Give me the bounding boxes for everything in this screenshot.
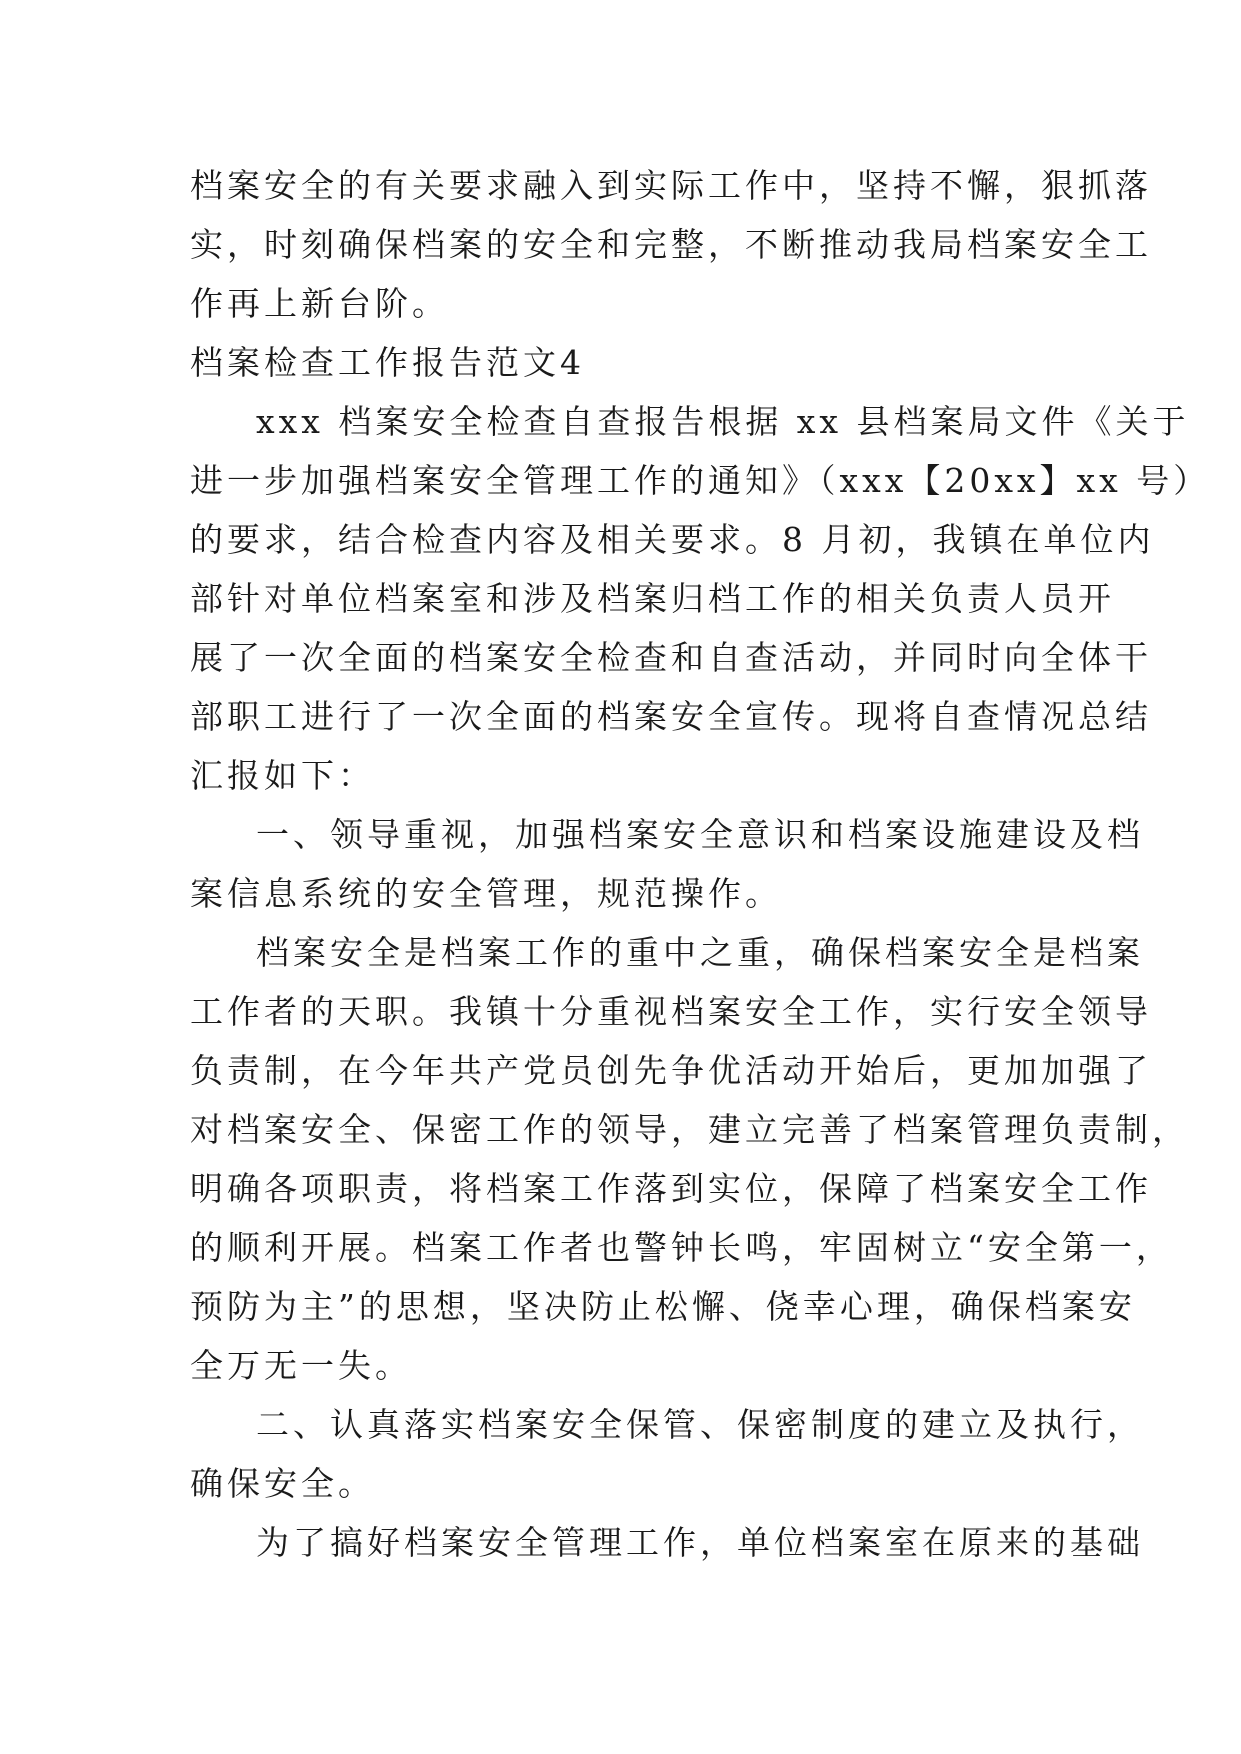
text-line: 案信息系统的安全管理，规范操作。 xyxy=(190,874,782,913)
text-line: 档案安全是档案工作的重中之重，确保档案安全是档案 xyxy=(256,933,1144,972)
text-line: 全万无一失。 xyxy=(190,1346,412,1385)
text-line: 明确各项职责，将档案工作落到实位，保障了档案安全工作 xyxy=(190,1169,1152,1208)
text-line: 二、认真落实档案安全保管、保密制度的建立及执行， xyxy=(256,1405,1144,1444)
text-line: 进一步加强档案安全管理工作的通知》（xxx【20xx】xx 号） xyxy=(190,461,1211,500)
text-line: 部职工进行了一次全面的档案安全宣传。现将自查情况总结 xyxy=(190,697,1152,736)
text-line: 展了一次全面的档案安全检查和自查活动，并同时向全体干 xyxy=(190,638,1152,677)
text-line: 部针对单位档案室和涉及档案归档工作的相关负责人员开 xyxy=(190,579,1115,618)
text-line: 的要求，结合检查内容及相关要求。8 月初，我镇在单位内 xyxy=(190,520,1155,559)
text-line: 为了搞好档案安全管理工作，单位档案室在原来的基础 xyxy=(256,1523,1144,1562)
text-line: 确保安全。 xyxy=(190,1464,375,1503)
text-line: 实，时刻确保档案的安全和完整，不断推动我局档案安全工 xyxy=(190,225,1152,264)
text-line: xxx 档案安全检查自查报告根据 xx 县档案局文件《关于 xyxy=(256,402,1190,441)
text-line: 汇报如下： xyxy=(190,756,375,795)
text-line: 档案安全的有关要求融入到实际工作中，坚持不懈，狠抓落 xyxy=(190,166,1152,205)
text-line: 工作者的天职。我镇十分重视档案安全工作，实行安全领导 xyxy=(190,992,1152,1031)
text-line: 负责制，在今年共产党员创先争优活动开始后，更加加强了 xyxy=(190,1051,1152,1090)
text-line: 预防为主”的思想，坚决防止松懈、侥幸心理，确保档案安 xyxy=(190,1287,1136,1326)
section-heading: 档案检查工作报告范文4 xyxy=(190,343,585,382)
text-line: 作再上新台阶。 xyxy=(190,284,449,323)
text-line: 对档案安全、保密工作的领导，建立完善了档案管理负责制， xyxy=(190,1110,1189,1149)
document-body xyxy=(190,156,1211,1572)
text-line: 一、领导重视，加强档案安全意识和档案设施建设及档 xyxy=(256,815,1144,854)
text-line: 的顺利开展。档案工作者也警钟长鸣，牢固树立“安全第一， xyxy=(190,1228,1173,1267)
